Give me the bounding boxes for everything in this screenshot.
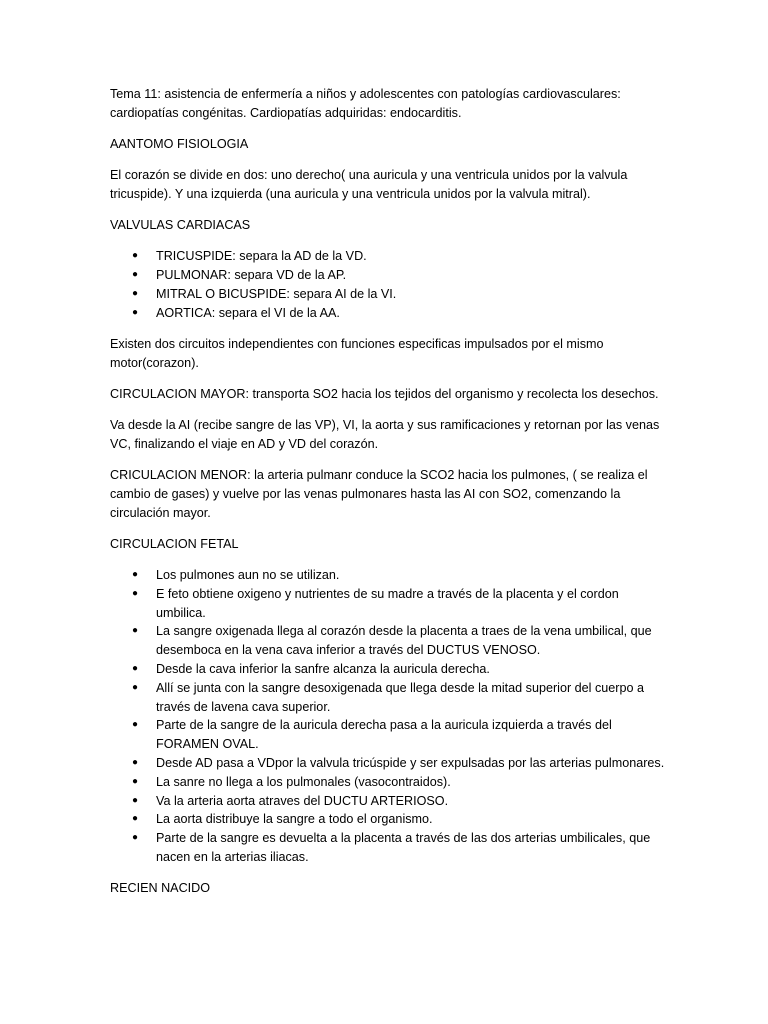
bullet-icon: ● bbox=[132, 719, 139, 731]
list-item bbox=[110, 754, 670, 773]
list-item bbox=[110, 810, 670, 829]
heading-anatomy: AANTOMO FISIOLOGIA bbox=[110, 136, 249, 151]
list-item bbox=[110, 247, 670, 266]
bullet-icon: ● bbox=[132, 306, 139, 318]
bullet-icon: ● bbox=[132, 775, 139, 787]
paragraph-major-path: Va desde la AI (recibe sangre de las VP), VI, la aorta y sus ramificaciones y retornan por las venas VC, finalizando el viaje en AD y VD del corazón. bbox=[110, 418, 660, 451]
list-item-text: Va la arteria aorta atraves del DUCTU ARTERIOSO. bbox=[156, 793, 449, 808]
heading-fetal-circulation: CIRCULACION FETAL bbox=[110, 536, 239, 551]
bullet-icon: ● bbox=[132, 757, 139, 769]
paragraph-circuits: Existen dos circuitos independientes con funciones especificas impulsados por el mismo motor(corazon). bbox=[110, 336, 604, 370]
list-item bbox=[110, 679, 670, 717]
paragraph-heart: El corazón se divide en dos: uno derecho( una auricula y una ventricula unidos por la valvula tricuspide). Y una izquierda (una auricula y una ventricula unidos por la valvula mitral). bbox=[110, 168, 628, 201]
bullet-icon: ● bbox=[132, 681, 139, 693]
valves-list bbox=[110, 247, 670, 322]
bullet-icon: ● bbox=[132, 250, 139, 262]
list-item-text: Desde la cava inferior la sanfre alcanza la auricula derecha. bbox=[156, 662, 490, 677]
paragraph-minor-circulation: CRICULACION MENOR: la arteria pulmanr conduce la SCO2 hacia los pulmones, ( se realiza el cambio de gases) y vuelve por las venas pulmonares hasta las AI con SO2, comenzando la circulación mayor. bbox=[110, 468, 648, 520]
list-item bbox=[110, 792, 670, 811]
list-item-text: MITRAL O BICUSPIDE: separa AI de la VI. bbox=[156, 286, 397, 301]
list-item bbox=[110, 585, 670, 623]
fetal-list bbox=[110, 566, 670, 867]
bullet-icon: ● bbox=[132, 587, 139, 599]
list-item-text: La sanre no llega a los pulmonales (vasocontraidos). bbox=[156, 774, 451, 789]
bullet-icon: ● bbox=[132, 287, 139, 299]
bullet-icon: ● bbox=[132, 625, 139, 637]
list-item bbox=[110, 660, 670, 679]
bullet-icon: ● bbox=[132, 569, 139, 581]
list-item-text: AORTICA: separa el VI de la AA. bbox=[156, 305, 340, 320]
heading-newborn: RECIEN NACIDO bbox=[110, 881, 211, 896]
bullet-icon: ● bbox=[132, 663, 139, 675]
list-item bbox=[110, 566, 670, 585]
list-item-text: Los pulmones aun no se utilizan. bbox=[156, 568, 340, 583]
list-item-text: La sangre oxigenada llega al corazón desde la placenta a traes de la vena umbilical, que desemboca en la vena cava inferior a través del DUCTUS VENOSO. bbox=[156, 624, 652, 658]
list-item bbox=[110, 773, 670, 792]
list-item bbox=[110, 829, 670, 867]
list-item bbox=[110, 622, 670, 660]
list-item-text: Parte de la sangre de la auricula derecha pasa a la auricula izquierda a través del FORAMEN OVAL. bbox=[156, 718, 612, 752]
list-item-text: E feto obtiene oxigeno y nutrientes de su madre a través de la placenta y el cordon umbilica. bbox=[156, 586, 619, 620]
list-item bbox=[110, 285, 670, 304]
list-item-text: Parte de la sangre es devuelta a la placenta a través de las dos arterias umbilicales, que nacen en la arterias iliacas. bbox=[156, 831, 651, 864]
document-title: Tema 11: asistencia de enfermería a niños y adolescentes con patologías cardiovasculares: cardiopatías congénitas. Cardiopatías adquiridas: endocarditis. bbox=[110, 87, 621, 120]
document-body bbox=[110, 85, 670, 910]
bullet-icon: ● bbox=[132, 794, 139, 806]
list-item-text: La aorta distribuye la sangre a todo el organismo. bbox=[156, 812, 433, 827]
list-item bbox=[110, 266, 670, 285]
list-item-text: TRICUSPIDE: separa la AD de la VD. bbox=[156, 249, 367, 264]
list-item bbox=[110, 716, 670, 754]
bullet-icon: ● bbox=[132, 269, 139, 281]
list-item-text: Allí se junta con la sangre desoxigenada que llega desde la mitad superior del cuerpo a través de lavena cava superior. bbox=[156, 680, 644, 714]
list-item-text: PULMONAR: separa VD de la AP. bbox=[156, 268, 347, 283]
heading-valves: VALVULAS CARDIACAS bbox=[110, 218, 251, 233]
list-item-text: Desde AD pasa a VDpor la valvula tricúspide y ser expulsadas por las arterias pulmonares. bbox=[156, 756, 665, 771]
list-item bbox=[110, 304, 670, 323]
paragraph-major-circulation: CIRCULACION MAYOR: transporta SO2 hacia los tejidos del organismo y recolecta los desechos. bbox=[110, 386, 659, 401]
bullet-icon: ● bbox=[132, 832, 139, 844]
bullet-icon: ● bbox=[132, 813, 139, 825]
